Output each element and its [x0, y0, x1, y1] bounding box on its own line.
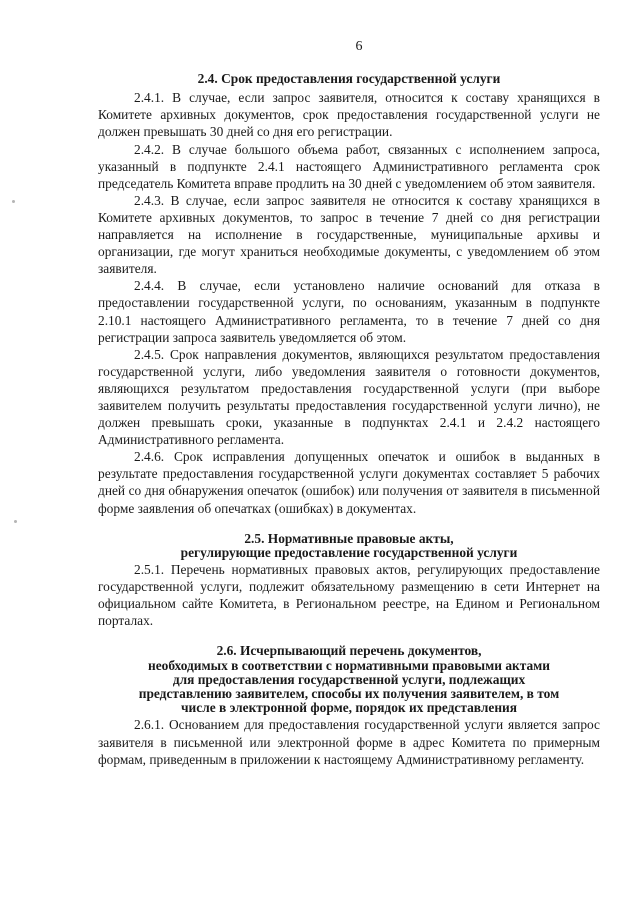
page-number: 6: [355, 39, 363, 54]
heading-line: необходимых в соответствии с нормативными правовыми актами: [147, 657, 551, 673]
heading-line: числе в электронной форме, порядок их представления: [180, 700, 517, 716]
paragraph-2-4-2: 2.4.2. В случае большого объема работ, связанных с исполнением запроса, указанный в подпункте 2.4.1 настоящего Административного регламента срок председатель Комитета вправе продлить на 30 дней с уведомлением об этом заявителя.: [98, 141, 600, 191]
section-heading: [98, 532, 600, 560]
paragraph-2-4-5: 2.4.5. Срок направления документов, являющихся результатом предоставления государственной услуги, либо уведомления заявителя о готовности документов, являющихся результатом предоставления государственной услуги (при выборе заявителем получить результаты предоставления государственной услуги лично), не должен превышать сроки, указанные в подпунктах 2.4.1 и 2.4.2 настоящего Административного регламента.: [98, 346, 600, 448]
section-heading: 2.4. Срок предоставления государственной услуги: [197, 71, 501, 87]
heading-line: регулирующие предоставление государственной услуги: [180, 544, 518, 560]
scan-margin-mark: [14, 520, 17, 523]
section-2-5: [98, 532, 600, 630]
heading-line: 2.6. Исчерпывающий перечень документов,: [216, 643, 482, 659]
paragraph-2-4-1: 2.4.1. В случае, если запрос заявителя, относится к составу хранящихся в Комитете архивных документов, срок предоставления государственной услуги не должен превышать 30 дней со дня его регистрации.: [98, 90, 600, 140]
heading-line: 2.5. Нормативные правовые акты,: [244, 530, 454, 546]
paragraph-2-4-4: 2.4.4. В случае, если установлено наличие оснований для отказа в предоставлении государственной услуги, по основаниям, указанным в подпункте 2.10.1 настоящего Административного регламента, то в течение 7 дней со дня регистрации запроса заявитель уведомляется об этом.: [98, 278, 600, 345]
paragraph-2-5-1: 2.5.1. Перечень нормативных правовых актов, регулирующих предоставление государственной услуги, подлежит обязательному размещению в сети Интернет на официальном сайте Комитета, в Региональном реестре, на Едином и Региональном порталах.: [98, 562, 600, 629]
scan-margin-mark: [12, 200, 15, 203]
section-heading: [98, 644, 600, 715]
section-2-4: [98, 72, 600, 517]
heading-line: для предоставления государственной услуги, подлежащих: [172, 671, 526, 687]
section-2-6: [98, 644, 600, 767]
document-page: [98, 38, 600, 768]
paragraph-2-6-1: 2.6.1. Основанием для предоставления государственной услуги является запрос заявителя в письменной или электронной форме в адрес Комитета по примерным формам, приведенным в приложении к настоящему Административному регламенту.: [98, 717, 600, 767]
paragraph-2-4-6: 2.4.6. Срок исправления допущенных опечаток и ошибок в выданных в результате предоставления государственной услуги документах составляет 5 рабочих дней со дня обнаружения опечаток (ошибок) или получения от заявителя в письменной форме заявления об опечатках (ошибках) в документах.: [98, 449, 600, 516]
heading-line: представлению заявителем, способы их получения заявителем, в том: [138, 686, 560, 702]
paragraph-2-4-3: 2.4.3. В случае, если запрос заявителя не относится к составу хранящихся в Комитете архивных документов, то запрос в течение 7 дней со дня регистрации направляется на исполнение в государственные, муниципальные архивы и организации, где могут храниться необходимые документы, с уведомлением об этом заявителя.: [98, 192, 600, 277]
